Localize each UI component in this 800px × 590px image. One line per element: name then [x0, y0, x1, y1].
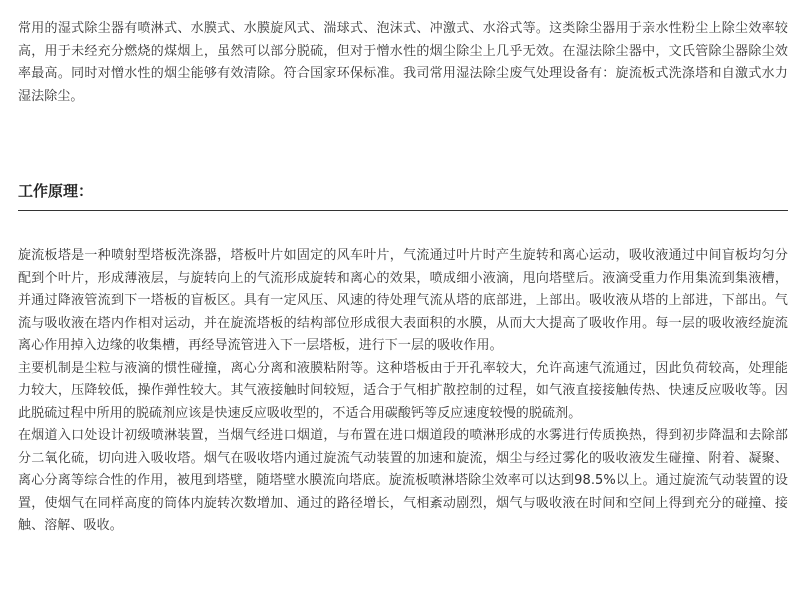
principle-paragraph-1: 旋流板塔是一种喷射型塔板洗涤器，塔板叶片如固定的风车叶片，气流通过叶片时产生旋转和离心运动，吸收液通过中间盲板均匀分配到个叶片，形成薄液层，与旋转向上的气流形成旋转和离心的效果，喷成细小液滴，甩向塔壁后。液滴受重力作用集流到集液槽，并通过降液管流到下一塔板的盲板区。具有一定风压、风速的待处理气流从塔的底部进，上部出。吸收液从塔的上部进，下部出。气流与吸收液在塔内作相对运动，并在旋流塔板的结构部位形成很大表面积的水膜，从而大大提高了吸收作用。每一层的吸收液经旋流离心作用掉入边缘的收集槽，再经导流管进入下一层塔板，进行下一层的吸收作用。: [18, 248, 788, 353]
principle-paragraph-3: 在烟道入口处设计初级喷淋装置，当烟气经进口烟道，与布置在进口烟道段的喷淋形成的水雾进行传质换热，得到初步降温和去除部分二氧化硫，切向进入吸收塔。烟气在吸收塔内通过旋流气动装置的加速和旋流，烟尘与经过雾化的吸收液发生碰撞、附着、凝聚、离心分离等综合性的作用，被甩到塔壁，随塔壁水膜流向塔底。旋流板喷淋塔除尘效率可以达到98.5%以上。通过旋流气动装置的设置，使烟气在同样高度的筒体内旋转次数增加、通过的路径增长，气相紊动剧烈，烟气与吸收液在时间和空间上得到充分的碰撞、接触、溶解、吸收。: [18, 428, 788, 533]
intro-paragraph: 常用的湿式除尘器有喷淋式、水膜式、水膜旋风式、湍球式、泡沫式、冲激式、水浴式等。这类除尘器用于亲水性粉尘上除尘效率较高，用于未经充分燃烧的煤烟上，虽然可以部分脱硫，但对于憎水性的烟尘除尘上几乎无效。在湿法除尘器中，文氏管除尘器除尘效率最高。同时对憎水性的烟尘能够有效清除。符合国家环保标准。我司常用湿法除尘废气处理设备有：旋流板式洗涤塔和自激式水力湿法除尘。: [18, 21, 788, 104]
principle-body: [18, 245, 788, 538]
section-heading-working-principle: 工作原理：: [18, 182, 94, 200]
principle-paragraph-2: 主要机制是尘粒与液滴的惯性碰撞，离心分离和液膜粘附等。这种塔板由于开孔率较大，允许高速气流通过，因此负荷较高，处理能力较大，压降较低，操作弹性较大。其气液接触时间较短，适合于气相扩散控制的过程，如气液直接接触传热、快速反应吸收等。因此脱硫过程中所用的脱硫剂应该是快速反应吸收型的，不适合用碳酸钙等反应速度较慢的脱硫剂。: [18, 360, 788, 421]
section-divider: [18, 210, 788, 211]
